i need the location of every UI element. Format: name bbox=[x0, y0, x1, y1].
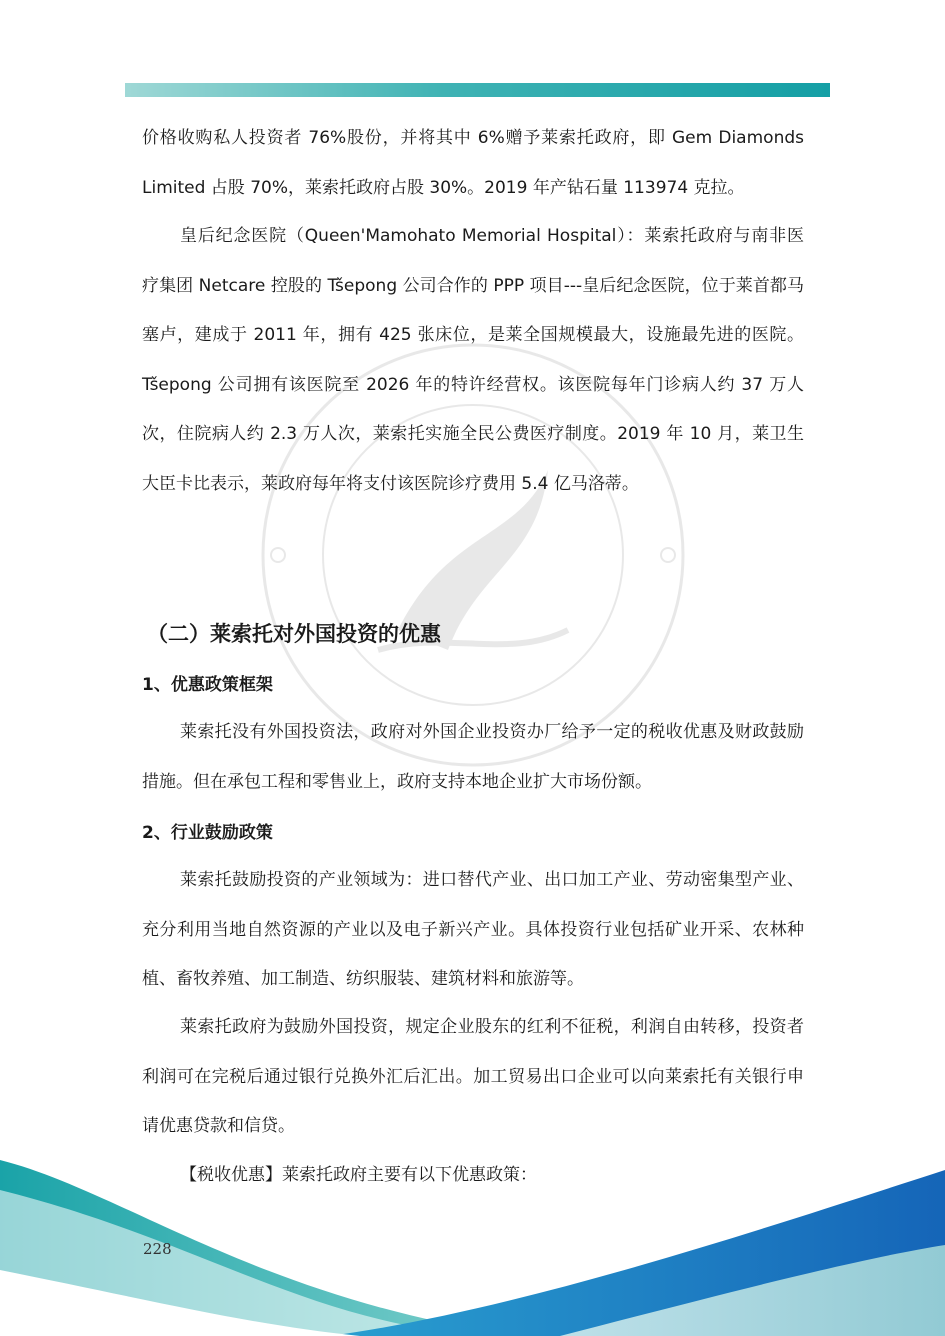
subheading-industry-incentives: 2、行业鼓励政策 bbox=[142, 823, 273, 843]
paragraph-policy-framework: 莱索托没有外国投资法，政府对外国企业投资办厂给予一定的税收优惠及财政鼓励措施。但在承包工程和零售业上，政府支持本地企业扩大市场份额。 bbox=[142, 722, 804, 792]
subheading-policy-framework: 1、优惠政策框架 bbox=[142, 675, 273, 695]
paragraph-encouraged-industries: 莱索托鼓励投资的产业领域为：进口替代产业、出口加工产业、劳动密集型产业、充分利用当地自然资源的产业以及电子新兴产业。具体投资行业包括矿业开采、农林种植、畜牧养殖、加工制造、纺织服装、建筑材料和旅游等。 bbox=[142, 870, 804, 989]
footer-wave-decoration bbox=[0, 1150, 945, 1336]
paragraph-queen-mamohato-hospital: 皇后纪念医院（Queen'Mamohato Memorial Hospital）：莱索托政府与南非医疗集团 Netcare 控股的 Tšepong 公司合作的 PPP 项目---皇后纪念医院，位于莱首都马塞卢，建成于 2011 年，拥有 425 张床位，是莱全国规模最大，设施最先进的医院。Tšepong 公司拥有该医院至 2026 年的特许经营权。该医院每年门诊病人约 37 万人次，住院病人约 2.3 万人次，莱索托实施全民公费医疗制度。2019 年 10 月，莱卫生大臣卡比表示，莱政府每年将支付该医院诊疗费用 5.4 亿马洛蒂。 bbox=[142, 226, 804, 494]
paragraph-gem-diamonds: 价格收购私人投资者 76%股份，并将其中 6%赠予莱索托政府，即 Gem Diamonds Limited 占股 70%，莱索托政府占股 30%。2019 年产钻石量 113974 克拉。 bbox=[142, 128, 804, 198]
section-title: （二）莱索托对外国投资的优惠 bbox=[147, 622, 441, 646]
header-accent-bar bbox=[125, 83, 830, 97]
page-number: 228 bbox=[143, 1240, 172, 1258]
paragraph-dividend-profit-policy: 莱索托政府为鼓励外国投资，规定企业股东的红利不征税，利润自由转移，投资者利润可在完税后通过银行兑换外汇后汇出。加工贸易出口企业可以向莱索托有关银行申请优惠贷款和信贷。 bbox=[142, 1017, 804, 1136]
paragraph-tax-incentives: 【税收优惠】莱索托政府主要有以下优惠政策： bbox=[180, 1165, 537, 1185]
